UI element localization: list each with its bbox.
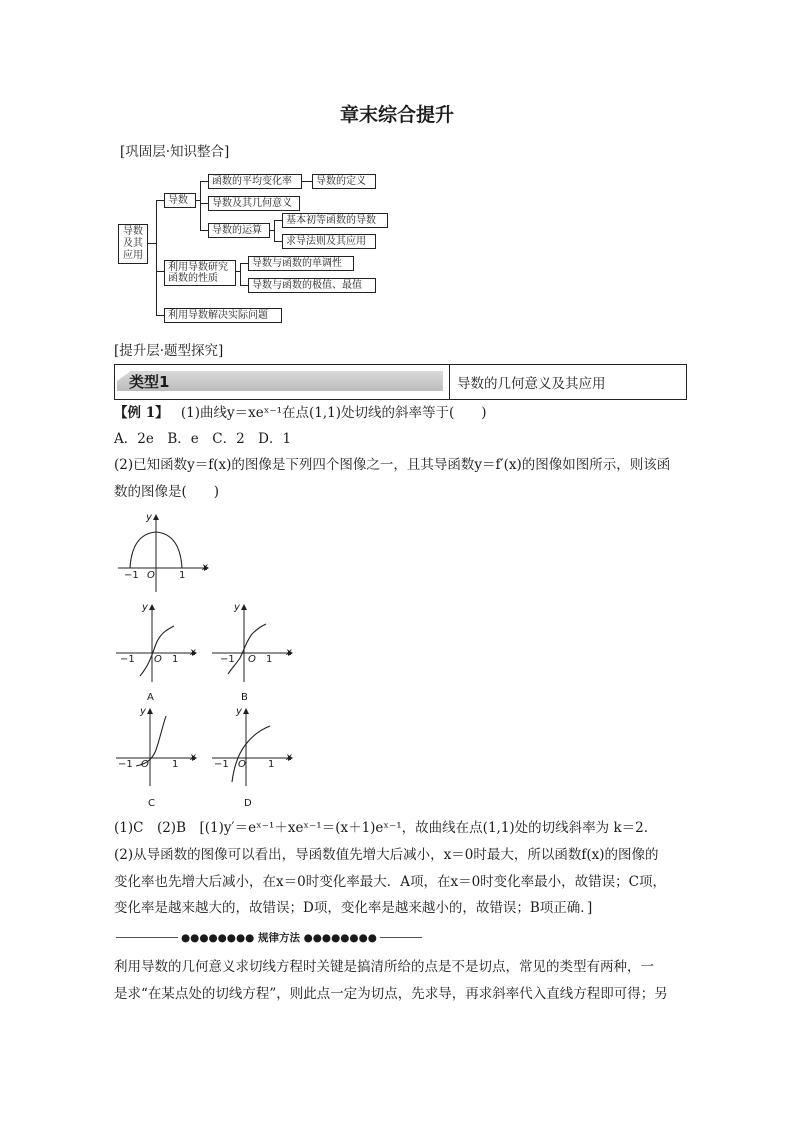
tree-connector	[200, 230, 208, 231]
tree-node-basic: 基本初等函数的导数	[282, 213, 388, 228]
example-question-2-line-1: (2)已知函数y＝f(x)的图像是下列四个图像之一，且其导函数y＝f′(x)的图像如图所示，则该函	[114, 457, 671, 473]
option-graph-c	[112, 706, 200, 812]
tree-connector	[240, 263, 241, 286]
tick-neg1: −1	[124, 570, 139, 581]
y-axis-arrow	[243, 708, 249, 714]
y-label: y	[146, 512, 152, 523]
tick-1: 1	[172, 759, 179, 770]
y-axis-arrow	[149, 604, 155, 610]
option-graph-b-svg	[208, 602, 296, 682]
tree-node-avg-rate: 函数的平均变化率	[208, 174, 302, 189]
tree-connector	[240, 285, 248, 286]
example-question-2-line-2: 数的图像是( )	[114, 484, 220, 500]
option-graph-d-svg	[208, 706, 296, 786]
type-bar	[114, 364, 687, 400]
tick-neg1: −1	[220, 654, 235, 665]
tree-connector	[156, 200, 164, 201]
type-label: 类型1	[129, 373, 170, 391]
type-bar-divider	[449, 365, 450, 399]
section-heading-types: [提升层·题型探究]	[114, 343, 224, 359]
origin-label: O	[238, 759, 246, 770]
option-b-curve	[228, 624, 266, 674]
example-question-1: (1)曲线y＝xeˣ⁻¹在点(1,1)处切线的斜率等于( )	[180, 405, 487, 421]
y-label: y	[142, 602, 148, 613]
type-topic: 导数的几何意义及其应用	[457, 376, 606, 392]
method-divider	[116, 929, 422, 945]
answer-line-3: 变化率也先增大后减小，在x＝0时变化率最大．A项，在x＝0时变化率最小，故错误；C项，	[114, 874, 666, 890]
y-axis-arrow	[147, 708, 153, 714]
option-graph-a	[112, 602, 200, 706]
origin-label: O	[154, 654, 162, 665]
tree-root: 导数及其应用	[118, 224, 148, 264]
tree-node-geometric: 导数及其几何意义	[208, 196, 300, 211]
tree-connector	[148, 243, 156, 244]
y-axis-arrow	[241, 604, 247, 610]
example-tag: 【例 1】	[114, 405, 169, 421]
method-line-2: 是求“在某点处的切线方程”，则此点一定为切点，先求导，再求斜率代入直线方程即可得；另	[114, 986, 668, 1002]
tree-connector	[274, 241, 282, 242]
answer-line-2: (2)从导函数的图像可以看出，导函数值先增大后减小，x＝0时最大，所以函数f(x)的图像的	[114, 847, 659, 863]
option-graph-c-svg	[112, 706, 200, 786]
tree-node-operations: 导数的运算	[208, 223, 270, 238]
option-d-curve	[232, 726, 270, 782]
tick-neg1: −1	[118, 759, 133, 770]
tree-node-rules: 求导法则及其应用	[282, 234, 376, 249]
x-label: x	[202, 562, 208, 573]
tree-connector	[200, 181, 201, 231]
method-label: ●●●●●●●● 规律方法 ●●●●●●●●	[178, 930, 380, 945]
y-label: y	[234, 602, 240, 613]
x-label: x	[286, 647, 292, 658]
y-label: y	[140, 706, 146, 717]
tree-node-monotonic: 导数与函数的单调性	[248, 256, 354, 271]
tree-connector	[156, 271, 164, 272]
option-a-label: A	[147, 692, 154, 703]
tree-connector	[240, 263, 248, 264]
tree-connector	[156, 315, 164, 316]
x-label: x	[190, 647, 196, 658]
tree-connector	[274, 220, 275, 242]
tree-connector	[302, 181, 312, 182]
x-label: x	[286, 752, 292, 763]
option-c-label: C	[148, 798, 155, 809]
option-graph-a-svg	[112, 602, 200, 682]
method-line-1: 利用导数的几何意义求切线方程时关键是搞清所给的点是不是切点，常见的类型有两种，一	[114, 959, 654, 975]
section-heading-knowledge: [巩固层·知识整合]	[120, 144, 230, 160]
example-line-1	[114, 403, 487, 423]
option-b-label: B	[241, 692, 248, 703]
answer-line-4: 变化率是越来越大的，故错误；D项，变化率是越来越小的，故错误；B项正确．]	[114, 900, 593, 916]
tree-connector	[200, 203, 208, 204]
y-label: y	[236, 706, 242, 717]
y-axis-arrow	[153, 514, 159, 520]
answer-line-1: (1)C (2)B [(1)y′＝eˣ⁻¹＋xeˣ⁻¹＝(x＋1)eˣ⁻¹，故曲线在点(1,1)处的切线斜率为 k＝2.	[114, 820, 649, 836]
tick-1: 1	[266, 654, 273, 665]
tree-node-extreme: 导数与函数的极值、最值	[248, 278, 376, 293]
option-a-curve	[140, 626, 174, 676]
tree-connector	[274, 220, 282, 221]
option-graph-b	[208, 602, 296, 706]
tick-1: 1	[172, 654, 179, 665]
tick-1: 1	[268, 759, 275, 770]
page-title: 章末综合提升	[339, 104, 454, 126]
tree-connector	[156, 200, 157, 316]
tree-connector	[200, 181, 208, 182]
tree-node-definition: 导数的定义	[312, 174, 376, 189]
option-graph-d	[208, 706, 296, 812]
tree-node-practical: 利用导数解决实际问题	[164, 308, 282, 323]
x-label: x	[190, 752, 196, 763]
tick-neg1: −1	[214, 759, 229, 770]
example-options: A．2e B．e C．2 D．1	[114, 431, 292, 447]
origin-label: O	[248, 654, 256, 665]
origin-label: O	[141, 759, 149, 770]
origin-label: O	[147, 570, 155, 581]
tick-neg1: −1	[120, 654, 135, 665]
tick-1: 1	[179, 570, 186, 581]
option-d-label: D	[244, 798, 252, 809]
derivative-graph	[112, 512, 212, 592]
tree-node-properties: 利用导数研究函数的性质	[164, 260, 236, 286]
tree-node-derivative: 导数	[164, 193, 196, 208]
